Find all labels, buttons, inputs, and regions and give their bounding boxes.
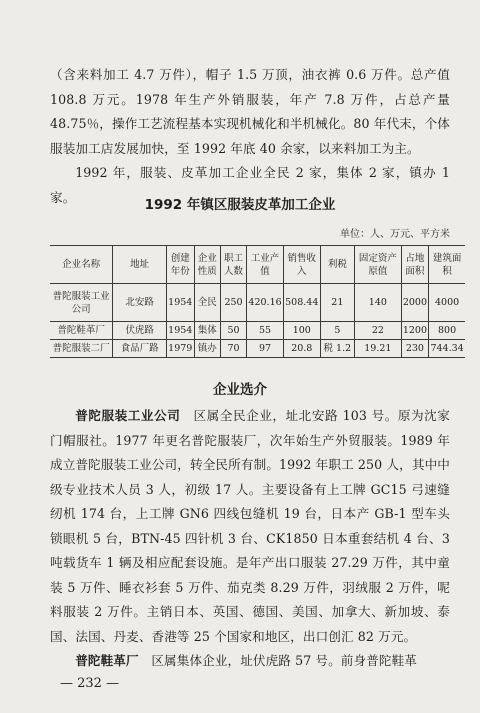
header-cell: 企业名称 xyxy=(50,246,113,284)
table-cell: 230 xyxy=(401,340,429,358)
table-cell: 1200 xyxy=(401,322,429,340)
section-title: 企业选介 xyxy=(213,382,267,398)
intro-paragraph-2: 1992 年，服装、皮革加工企业全民 2 家，集体 2 家，镇办 1 家。 xyxy=(50,165,450,205)
table-cell: 100 xyxy=(283,322,320,340)
table-cell: 22 xyxy=(355,322,402,340)
table-title: 1992 年镇区服装皮革加工企业 xyxy=(144,197,336,213)
intro-text xyxy=(50,63,450,210)
table-row xyxy=(50,322,465,340)
table-cell: 税 1.2 xyxy=(320,340,354,358)
header-cell: 占地面积 xyxy=(401,246,429,284)
header-cell: 销售收入 xyxy=(283,246,320,284)
table-cell: 镇办 xyxy=(194,340,220,358)
table-header-row xyxy=(50,246,465,284)
table-cell: 1954 xyxy=(167,322,195,340)
table-cell: 2000 xyxy=(401,284,429,322)
table-cell: 普陀服装二厂 xyxy=(50,340,113,358)
header-cell: 利税 xyxy=(320,246,354,284)
table-row xyxy=(50,284,465,322)
table-cell: 19.21 xyxy=(355,340,402,358)
table-cell: 北安路 xyxy=(113,284,167,322)
table-cell: 集体 xyxy=(194,322,220,340)
page-number: — 232 — xyxy=(60,676,120,691)
table-cell: 4000 xyxy=(429,284,465,322)
table-cell: 50 xyxy=(220,322,246,340)
table-unit-note: 单位：人、万元、平方米 xyxy=(340,229,450,240)
intro-paragraph-1: （含来料加工 4.7 万件），帽子 1.5 万顶，油衣裤 0.6 万件。总产值 108.8 万元。1978 年生产外销服装，年产 7.8 万件，占总产量 48.75％，操作工艺流程基本实现机械化和半机械化。80 年代末，个体服装加工店发展加快，至 1992 年底 40 余家，以来料加工为主。 xyxy=(50,67,450,156)
company2-name: 普陀鞋革厂 xyxy=(75,653,139,668)
table-cell: 800 xyxy=(429,322,465,340)
company1-text: 区属全民企业，址北安路 103 号。原为沈家门帽服社。1977 年更名普陀服装厂，次年始生产外贸服装。1989 年成立普陀服装工业公司，转全民所有制。1992 年职工 250 人，其中中级专业技术人员 3 人，初级 17 人。主要设备有上工牌 GC15 弓速缝纫机 174 台，上工牌 GN6 四线包缝机 19 台，日本产 GB-1 型车头锁眼机 5 台，BTN-45 四针机 3 台、CK1850 日本重套结机 4 台、3 吨载货车 1 辆及相应配套设施。是年产出口服装 27.29 万件，其中童装 5 万件、睡衣衫套 5 万件、茄克类 8.29 万件，羽绒服 2 万件，呢料服装 2 万件。主销日本、英国、德国、美国、加拿大、新加坡、泰国、法国、丹麦、香港等 25 个国家和地区，出口创汇 82 万元。 xyxy=(50,408,450,644)
company1-name: 普陀服装工业公司 xyxy=(75,408,181,423)
table-cell: 20.8 xyxy=(283,340,320,358)
company-profiles xyxy=(50,404,450,674)
table-cell: 1954 xyxy=(167,284,195,322)
table-cell: 伏虎路 xyxy=(113,322,167,340)
table-cell: 5 xyxy=(320,322,354,340)
table-cell: 21 xyxy=(320,284,354,322)
table-cell: 食品厂路 xyxy=(113,340,167,358)
table-cell: 1979 xyxy=(167,340,195,358)
header-cell: 地址 xyxy=(113,246,167,284)
table-cell: 140 xyxy=(355,284,402,322)
table-cell: 普陀鞋革厂 xyxy=(50,322,113,340)
table-row xyxy=(50,340,465,358)
header-cell: 固定资产原值 xyxy=(355,246,402,284)
company2-text: 区属集体企业，址伏虎路 57 号。前身普陀鞋革 xyxy=(151,653,417,668)
table-cell: 420.16 xyxy=(247,284,284,322)
header-cell: 工业产值 xyxy=(247,246,284,284)
company1-paragraph xyxy=(50,404,450,649)
header-cell: 创建年份 xyxy=(167,246,195,284)
table-cell: 普陀服装工业公司 xyxy=(50,284,113,322)
table-cell: 250 xyxy=(220,284,246,322)
table-cell: 508.44 xyxy=(283,284,320,322)
header-cell: 职工人数 xyxy=(220,246,246,284)
enterprise-table xyxy=(50,245,465,358)
table-cell: 744.34 xyxy=(429,340,465,358)
company2-paragraph xyxy=(50,649,450,674)
table-cell: 全民 xyxy=(194,284,220,322)
table-cell: 70 xyxy=(220,340,246,358)
table-cell: 97 xyxy=(247,340,284,358)
header-cell: 企业性质 xyxy=(194,246,220,284)
header-cell: 建筑面积 xyxy=(429,246,465,284)
table-cell: 55 xyxy=(247,322,284,340)
